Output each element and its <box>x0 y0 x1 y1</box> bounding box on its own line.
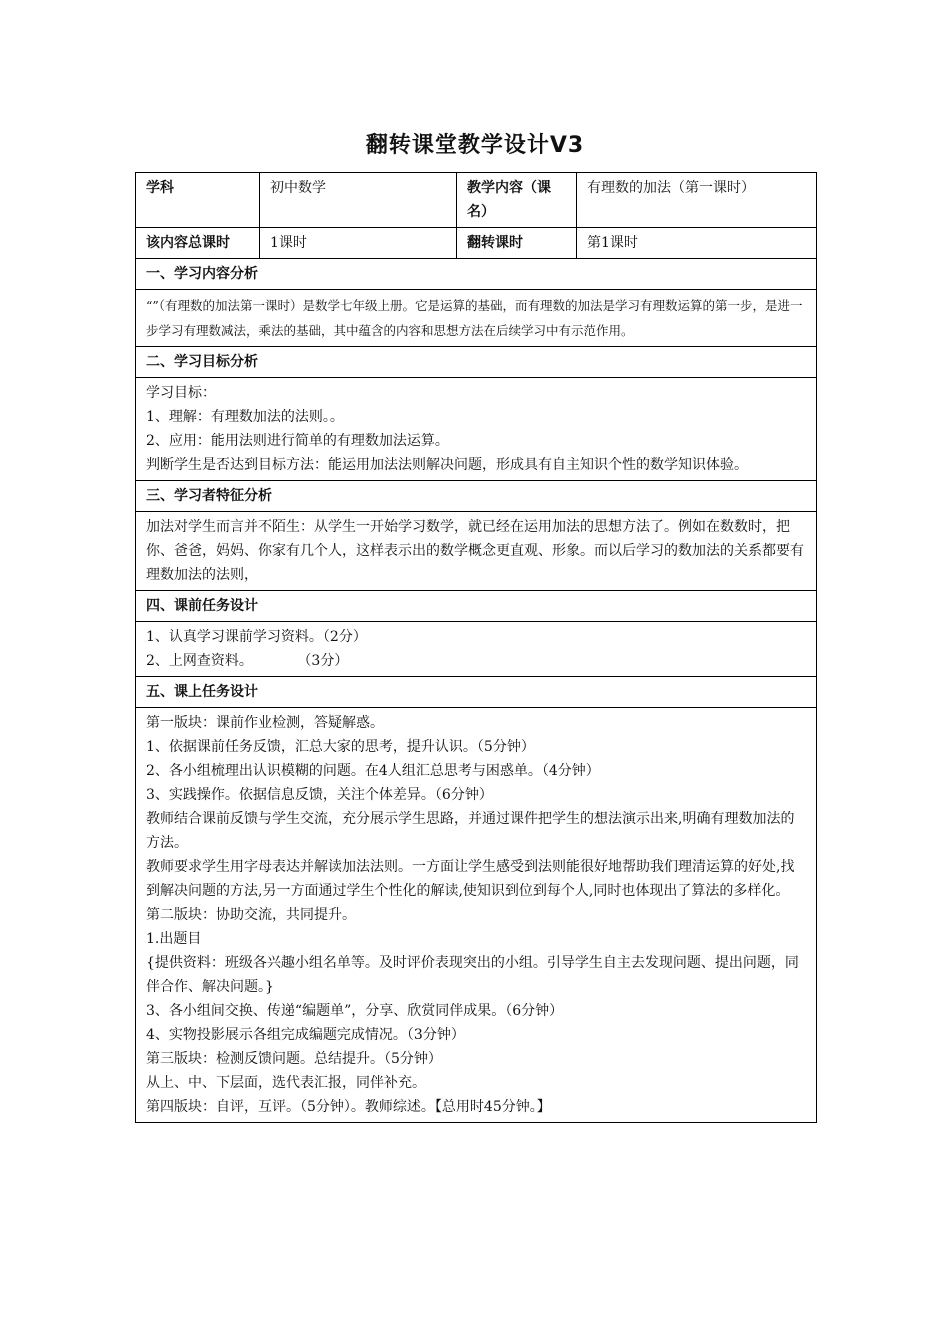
section-heading-row <box>136 259 817 290</box>
hours-row <box>136 228 817 259</box>
paragraph: 3、实践操作。依据信息反馈，关注个体差异。（6分钟） <box>146 787 493 803</box>
section-2-body <box>136 378 817 481</box>
section-5-heading: 五、课上任务设计 <box>136 677 817 708</box>
section-body-row <box>136 708 817 1123</box>
paragraph: 4、实物投影展示各组完成编题完成情况。（3分钟） <box>146 1027 465 1043</box>
section-1-heading: 一、学习内容分析 <box>136 259 817 290</box>
section-5-body <box>136 708 817 1123</box>
paragraph: 第三版块：检测反馈问题。总结提升。（5分钟） <box>146 1051 442 1067</box>
section-4-body <box>136 622 817 677</box>
paragraph: 第一版块：课前作业检测，答疑解惑。 <box>146 715 384 731</box>
flip-hours-label: 翻转课时 <box>457 228 577 259</box>
paragraph: 判断学生是否达到目标方法：能运用加法法则解决问题，形成具有自主知识个性的数学知识体验。 <box>146 457 748 473</box>
paragraph: 加法对学生而言并不陌生：从学生一开始学习数学，就已经在运用加法的思想方法了。例如在数数时，把你、爸爸，妈妈、你家有几个人，这样表示出的数学概念更直观、形象。而以后学习的数加法的关系都要有理数加法的法则， <box>146 519 804 583</box>
paragraph: 从上、中、下层面，选代表汇报，同伴补充。 <box>146 1075 426 1091</box>
paragraph: {提供资料：班级各兴趣小组名单等。及时评价表现突出的小组。引导学生自主去发现问题、提出问题，同伴合作、解决问题。} <box>146 955 799 995</box>
paragraph: 2、应用：能用法则进行简单的有理数加法运算。 <box>146 433 449 449</box>
paragraph: 2、各小组梳理出认识模糊的问题。在4人组汇总思考与困惑单。（4分钟） <box>146 763 600 779</box>
subject-value: 初中数学 <box>260 173 457 228</box>
section-heading-row <box>136 481 817 512</box>
section-4-heading: 四、课前任务设计 <box>136 591 817 622</box>
total-hours-value: 1课时 <box>260 228 457 259</box>
section-heading-row <box>136 677 817 708</box>
section-3-heading: 三、学习者特征分析 <box>136 481 817 512</box>
total-hours-label: 该内容总课时 <box>136 228 260 259</box>
subject-label: 学科 <box>136 173 260 228</box>
document-title: 翻转课堂教学设计V3 <box>365 133 585 158</box>
subject-row <box>136 173 817 228</box>
paragraph: 第二版块：协助交流，共同提升。 <box>146 907 356 923</box>
section-heading-row <box>136 591 817 622</box>
section-body-row <box>136 622 817 677</box>
paragraph: 1.出题目 <box>146 931 202 947</box>
section-2-heading: 二、学习目标分析 <box>136 347 817 378</box>
paragraph: 3、各小组间交换、传递“编题单”，分享、欣赏同伴成果。（6分钟） <box>146 1003 564 1019</box>
section-body-row <box>136 512 817 591</box>
lesson-plan-table <box>135 172 817 1123</box>
paragraph: 教师要求学生用字母表达并解读加法法则。一方面让学生感受到法则能很好地帮助我们理清运算的好处,找到解决问题的方法,另一方面通过学生个性化的解读,使知识到位到每个人,同时也体现出了算法的多样化。 <box>146 859 795 899</box>
content-value: 有理数的加法（第一课时） <box>577 173 817 228</box>
flip-hours-value: 第1课时 <box>577 228 817 259</box>
paragraph: 1、认真学习课前学习资料。（2分） <box>146 629 367 645</box>
section-1-body <box>136 290 817 347</box>
paragraph: “”（有理数的加法第一课时）是数学七年级上册。它是运算的基础，而有理数的加法是学习有理数运算的第一步，是进一步学习有理数减法，乘法的基础，其中蕴含的内容和思想方法在后续学习中有示范作用。 <box>146 298 803 338</box>
content-label: 教学内容（课名） <box>457 173 577 228</box>
paragraph: 学习目标： <box>146 385 216 401</box>
paragraph: 1、依据课前任务反馈，汇总大家的思考，提升认识。（5分钟） <box>146 739 535 755</box>
paragraph: 1、理解：有理数加法的法则。。 <box>146 409 344 425</box>
paragraph: 2、上网查资料。 （3分） <box>146 653 349 669</box>
section-body-row <box>136 378 817 481</box>
section-heading-row <box>136 347 817 378</box>
paragraph: 第四版块：自评，互评。（5分钟）。教师综述。【总用时45分钟。】 <box>146 1099 551 1115</box>
paragraph: 教师结合课前反馈与学生交流，充分展示学生思路，并通过课件把学生的想法演示出来,明确有理数加法的方法。 <box>146 811 795 851</box>
section-body-row <box>136 290 817 347</box>
section-3-body <box>136 512 817 591</box>
